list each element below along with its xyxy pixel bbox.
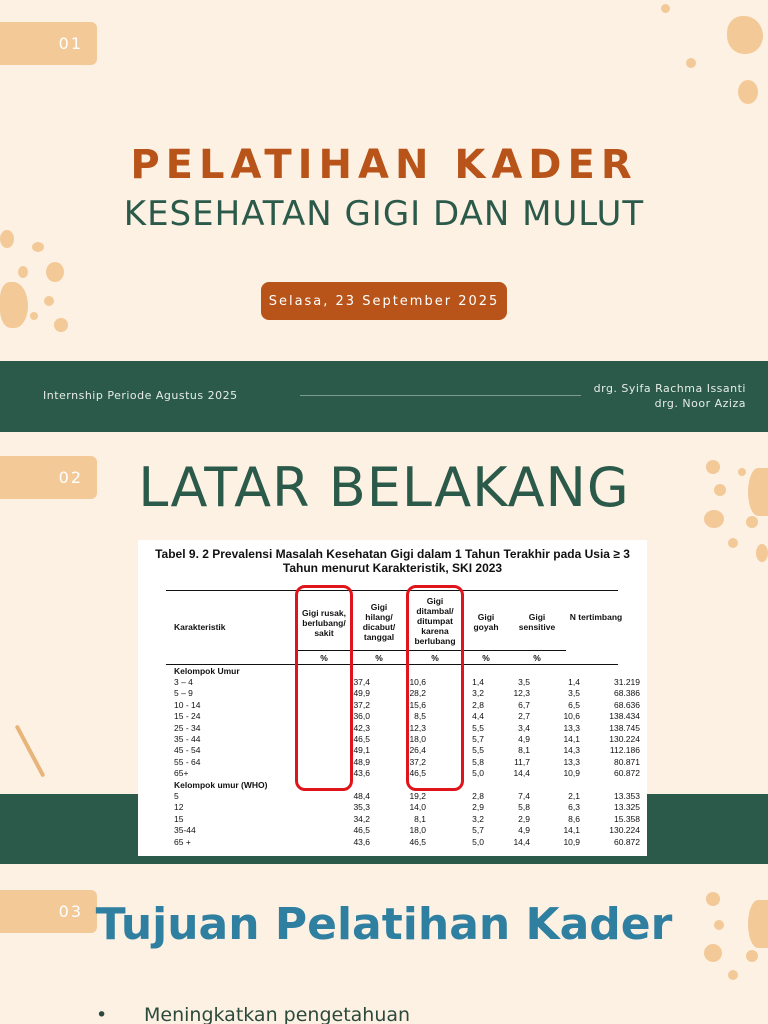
- table-cell: 2,7: [518, 711, 530, 722]
- table-cell: 6,3: [568, 802, 580, 813]
- table-cell: 10,9: [563, 768, 580, 779]
- table-cell: 138.745: [609, 722, 640, 733]
- table-cell: 5,7: [472, 734, 484, 744]
- table-cell: 10,9: [563, 836, 580, 847]
- table-cell: 1,4: [568, 677, 580, 687]
- table-cell: 3,5: [568, 688, 580, 699]
- table-cell: 46,5: [353, 825, 370, 836]
- table-cell: 4,9: [518, 825, 530, 836]
- main-subtitle: KESEHATAN GIGI DAN MULUT: [123, 194, 645, 234]
- row-label: 15 - 24: [174, 711, 201, 722]
- header-gigi-ditambal: Gigi ditambal/ ditumpat karena berlubang: [414, 596, 456, 646]
- group-label: Kelompok umur (WHO): [174, 780, 268, 790]
- table-cell: 13.325: [614, 802, 640, 813]
- author-name: drg. Syifa Rachma Issanti: [593, 382, 746, 395]
- table-row: [174, 722, 640, 734]
- table-cell: 34,2: [353, 813, 370, 824]
- table-cell: 5,8: [518, 802, 530, 813]
- percent-label: %: [431, 653, 439, 663]
- table-cell: 4,4: [472, 711, 484, 722]
- table-cell: 48,4: [353, 791, 370, 801]
- table-cell: 13.353: [614, 791, 640, 801]
- table-cell: 138.434: [609, 711, 640, 722]
- highlight-rusak-column: [295, 585, 353, 791]
- table-cell: 8,6: [568, 813, 580, 824]
- row-label: 35-44: [174, 825, 196, 836]
- table-cell: 28,2: [409, 688, 426, 699]
- bullet-icon: •: [96, 1004, 108, 1024]
- row-label: 65 +: [174, 836, 191, 847]
- table-row: [174, 677, 640, 688]
- table-row: [174, 836, 640, 848]
- table-cell: 14,4: [513, 836, 530, 847]
- table-cell: 68.636: [614, 699, 640, 710]
- table-cell: 26,4: [409, 745, 426, 756]
- table-cell: 46,5: [409, 768, 426, 779]
- table-cell: 60.872: [614, 768, 640, 779]
- group-label: Kelompok Umur: [174, 666, 240, 676]
- row-label: 35 - 44: [174, 734, 201, 744]
- table-cell: 3,4: [518, 722, 530, 733]
- table-row: [174, 813, 640, 825]
- table-cell: 130.224: [609, 734, 640, 744]
- row-label: 55 - 64: [174, 756, 201, 767]
- table-cell: 14,4: [513, 768, 530, 779]
- table-cell: 37,4: [353, 677, 370, 687]
- table-cell: 6,7: [518, 699, 530, 710]
- table-cell: 2,9: [518, 813, 530, 824]
- table-cell: 37,2: [353, 699, 370, 710]
- table-row: [174, 825, 640, 836]
- table-cell: 18,0: [409, 734, 426, 744]
- percent-label: %: [482, 653, 490, 663]
- header-gigi-rusak: Gigi rusak, berlubang/ sakit: [302, 608, 346, 638]
- header-gigi-hilang: Gigi hilang/ dicabut/ tanggal: [362, 602, 396, 642]
- footer-internship-text: Internship Periode Agustus 2025: [43, 389, 238, 402]
- table-cell: 15.358: [614, 813, 640, 824]
- slide-number-badge: 03: [0, 890, 97, 933]
- header-gigi-sensitive: Gigi sensitive: [518, 612, 556, 632]
- author-name: drg. Noor Aziza: [654, 397, 746, 410]
- table-cell: 5,8: [472, 756, 484, 767]
- table-row: [174, 791, 640, 802]
- prevalence-table: [138, 540, 647, 856]
- objective-text: Meningkatkan pengetahuan: [144, 1004, 411, 1024]
- row-label: 5 – 9: [174, 688, 193, 699]
- slide-objectives: [0, 864, 768, 1024]
- table-cell: 11,7: [514, 756, 530, 767]
- table-cell: 12,3: [513, 688, 530, 699]
- section-title: Tujuan Pelatihan Kader: [95, 899, 673, 950]
- row-label: 65+: [174, 768, 189, 779]
- main-title: PELATIHAN KADER: [130, 142, 638, 188]
- table-cell: 112.186: [609, 745, 640, 756]
- table-cell: 2,1: [568, 791, 580, 801]
- table-caption: Tabel 9. 2 Prevalensi Masalah Kesehatan Gigi dalam 1 Tahun Terakhir pada Usia ≥ 3 Tahun menurut Karakteristik, SKI 2023: [155, 547, 630, 575]
- table-cell: 15,6: [409, 699, 426, 710]
- table-cell: 6,5: [568, 699, 580, 710]
- table-row: [174, 734, 640, 745]
- table-cell: 68.386: [614, 688, 640, 699]
- table-cell: 2,8: [472, 699, 484, 710]
- table-cell: 60.872: [614, 836, 640, 847]
- table-cell: 5,7: [472, 825, 484, 836]
- header-n-tertimbang: N tertimbang: [569, 612, 623, 622]
- table-row: [174, 745, 640, 756]
- table-row: [174, 688, 640, 699]
- table-cell: 46,5: [409, 836, 426, 847]
- table-row: [174, 756, 640, 768]
- table-cell: 14,0: [409, 802, 426, 813]
- row-label: 10 - 14: [174, 699, 201, 710]
- table-row: [174, 711, 640, 722]
- table-cell: 12,3: [409, 722, 426, 733]
- date-badge: Selasa, 23 September 2025: [261, 282, 507, 320]
- table-cell: 5,5: [472, 722, 484, 733]
- table-cell: 18,0: [409, 825, 426, 836]
- header-gigi-goyah: Gigi goyah: [473, 612, 499, 632]
- table-cell: 48,9: [353, 756, 370, 767]
- table-cell: 5,5: [472, 745, 484, 756]
- row-label: 25 - 34: [174, 722, 201, 733]
- header-karakteristik: Karakteristik: [174, 622, 226, 632]
- footer-band: [0, 361, 768, 432]
- percent-label: %: [320, 653, 328, 663]
- table-cell: 14,1: [563, 825, 580, 836]
- table-cell: 35,3: [353, 802, 370, 813]
- row-label: 5: [174, 791, 179, 801]
- table-cell: 42,3: [353, 722, 370, 733]
- slide-number-badge: 01: [0, 22, 97, 65]
- table-cell: 43,6: [353, 768, 370, 779]
- table-cell: 10,6: [409, 677, 426, 687]
- slide-number-badge: 02: [0, 456, 97, 499]
- table-cell: 7,4: [518, 791, 530, 801]
- table-cell: 49,1: [353, 745, 370, 756]
- table-cell: 3,2: [472, 688, 484, 699]
- table-cell: 4,9: [518, 734, 530, 744]
- footer-divider: [300, 395, 581, 396]
- percent-label: %: [375, 653, 383, 663]
- table-cell: 3,2: [472, 813, 484, 824]
- highlight-ditambal-column: [406, 585, 464, 791]
- row-label: 12: [174, 802, 184, 813]
- row-label: 45 - 54: [174, 745, 201, 756]
- table-cell: 130.224: [609, 825, 640, 836]
- table-cell: 14,3: [563, 745, 580, 756]
- table-cell: 19,2: [409, 791, 426, 801]
- table-cell: 5,0: [472, 768, 484, 779]
- section-title: LATAR BELAKANG: [138, 456, 630, 519]
- table-cell: 1,4: [472, 677, 484, 687]
- table-row: [174, 802, 640, 813]
- percent-label: %: [533, 653, 541, 663]
- table-cell: 8,1: [518, 745, 530, 756]
- table-row: [174, 699, 640, 711]
- table-cell: 2,9: [472, 802, 484, 813]
- table-cell: 8,1: [414, 813, 426, 824]
- row-label: 15: [174, 813, 184, 824]
- table-cell: 10,6: [563, 711, 580, 722]
- table-cell: 13,3: [563, 756, 580, 767]
- table-row: [174, 768, 640, 779]
- table-cell: 46,5: [353, 734, 370, 744]
- table-cell: 3,5: [518, 677, 530, 687]
- table-cell: 2,8: [472, 791, 484, 801]
- table-cell: 5,0: [472, 836, 484, 847]
- footer-authors: [594, 381, 746, 411]
- table-cell: 8,5: [414, 711, 426, 722]
- row-label: 3 – 4: [174, 677, 193, 687]
- slide-title: [0, 0, 768, 432]
- table-cell: 49,9: [353, 688, 370, 699]
- table-cell: 14,1: [563, 734, 580, 744]
- table-cell: 31.219: [614, 677, 640, 687]
- table-cell: 37,2: [409, 756, 426, 767]
- slide-background: [0, 432, 768, 864]
- table-cell: 43,6: [353, 836, 370, 847]
- table-cell: 36,0: [353, 711, 370, 722]
- table-cell: 13,3: [563, 722, 580, 733]
- table-cell: 80.871: [614, 756, 640, 767]
